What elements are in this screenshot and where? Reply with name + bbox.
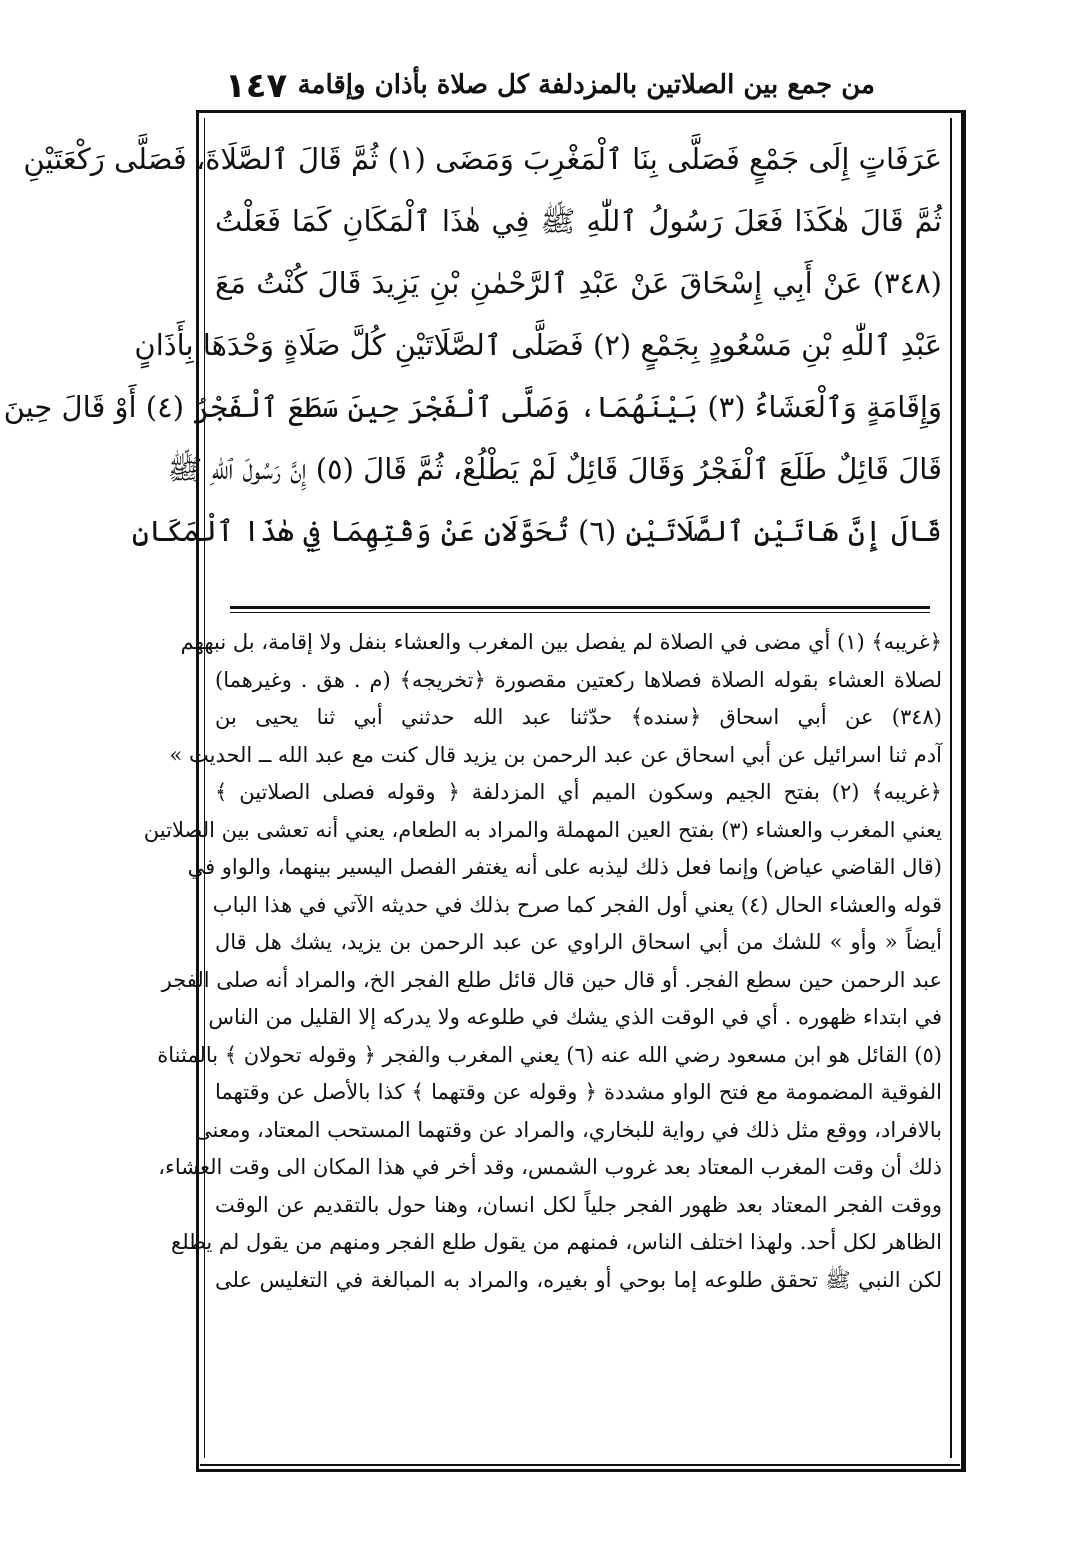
footnote-line: (٣٤٨) عن أبي اسحاق ﴿سنده﴾ حدّثنا عبد الله حدثني أبي ثنا يحيى بن: [215, 705, 942, 729]
footnote-line: أيضاً « وأو » للشك من أبي اسحاق الراوي عن عبد الرحمن بن يزيد، يشك هل قال: [215, 930, 942, 954]
footnote-line: ﴿غريبه﴾ (٢) بفتح الجيم وسكون الميم أي المزدلفة ﴿ وقوله فصلى الصلاتين ﴾: [215, 780, 942, 804]
footnotes: [143, 624, 942, 1299]
hadith-text: [3, 128, 942, 562]
footnote-line: لكن النبي ﷺ تحقق طلوعه إما بوحي أو بغيره، والمراد به المبالغة في التغليس على: [215, 1267, 942, 1292]
hadith-line: عَرَفَاتٍ إِلَى جَمْعٍ فَصَلَّى بِنَا ٱلْمَغْرِبَ وَمَضَى (١) ثُمَّ قَالَ ٱلصَّلَاةَ، فَصَلَّى رَكْعَتَيْنِ: [23, 142, 942, 176]
footnote-line: (٥) القائل هو ابن مسعود رضي الله عنه (٦) يعني المغرب والفجر ﴿ وقوله تحولان ﴾ بالمثناة: [157, 1042, 942, 1067]
footnote-line: ﴿غريبه﴾ (١) أي مضى في الصلاة لم يفصل بين المغرب والعشاء بنفل ولا إقامة، بل نبههم: [180, 630, 942, 654]
hadith-line: ثُمَّ قَالَ هٰكَذَا فَعَلَ رَسُولُ ٱللّٰهِ ﷺ فِي هٰذَا ٱلْمَكَانِ كَمَا فَعَلْتُ: [215, 204, 942, 238]
hadith-line: قَالَ قَائِلٌ طَلَعَ ٱلْفَجْرُ وَقَالَ قَائِلٌ لَمْ يَطْلُعْ، ثُمَّ قَالَ (٥) إِنَّ رَسُولَ ٱللّٰهِ ﷺ: [167, 452, 942, 486]
footnote-line: ووقت الفجر المعتاد بعد ظهور الفجر جلياً لكل انسان، وهنا حول بالتقديم عن الوقت: [215, 1192, 942, 1217]
page-number: ١٤٧: [225, 66, 288, 106]
footnote-line: ذلك أن وقت المغرب المعتاد بعد غروب الشمس، وقد أخر في هذا المكان الى وقت العشاء،: [158, 1155, 942, 1179]
hadith-line: وَإِقَامَةٍ وَٱلْعَشَاءُ (٣) بَيْنَهُمَا، وَصَلَّى ٱلْفَجْرَ حِينَ سَطَعَ ٱلْفَجْرُ (٤) أَوْ قَالَ حِينَ: [3, 390, 942, 424]
footnote-line: بالافراد، ووقع مثل ذلك في رواية للبخاري، والمراد عن وقتهما المستحب المعتاد، ومعنى: [195, 1117, 942, 1142]
footnote-line: الظاهر لكل أحد. ولهذا اختلف الناس، فمنهم من يقول طلع الفجر ومنهم من يقول لم يطلع: [171, 1230, 942, 1254]
running-title: من جمع بين الصلاتين بالمزدلفة كل صلاة بأذان وإقامة: [297, 70, 875, 100]
hadith-line: (٣٤٨) عَنْ أَبِي إِسْحَاقَ عَنْ عَبْدِ ٱلرَّحْمٰنِ بْنِ يَزِيدَ قَالَ كُنْتُ مَعَ: [215, 266, 942, 300]
footnote-line: عبد الرحمن حين سطع الفجر. أو قال حين قال قائل طلع الفجر الخ، والمراد أنه صلى الفجر: [161, 967, 942, 992]
footnote-line: في ابتداء ظهوره . أي في الوقت الذي يشك في طلوعه ولا يدركه إلا القليل من الناس: [208, 1005, 942, 1029]
hadith-line: عَبْدِ ٱللّٰهِ بْنِ مَسْعُودٍ بِجَمْعٍ (٢) فَصَلَّى ٱلصَّلَاتَيْنِ كُلَّ صَلَاةٍ وَحْدَهَا بِأَذَانٍ: [134, 328, 942, 362]
footnote-line: (قال القاضي عياض) وإنما فعل ذلك ليذبه على أنه يغتفر الفصل اليسير بينهما، والواو في: [187, 855, 942, 879]
hadith-line: قَالَ إِنَّ هَاتَيْنِ ٱلصَّلَاتَيْنِ (٦) تُحَوَّلَانِ عَنْ وَقْتِهِمَا فِي هٰذَا ٱلْمَكَانِ: [131, 514, 942, 548]
footnote-line: يعني المغرب والعشاء (٣) بفتح العين المهملة والمراد به الطعام، يعني أنه تعشى بين الصلاتين: [143, 817, 942, 842]
footnote-line: لصلاة العشاء بقوله الصلاة فصلاها ركعتين مقصورة ﴿تخريجه﴾ (م . هق . وغيرهما): [215, 667, 942, 692]
footnote-line: قوله والعشاء الحال (٤) يعني أول الفجر كما صرح بذلك في حديثه الآتي في هذا الباب: [212, 892, 942, 917]
footnote-line: آدم ثنا اسرائيل عن أبي اسحاق عن عبد الرحمن بن يزيد قال كنت مع عبد الله ــ الحديث »: [169, 742, 942, 767]
frame-bottom-rule: [200, 1464, 960, 1466]
footnote-divider-thin: [230, 612, 930, 613]
footnote-line: الفوقية المضمومة مع فتح الواو مشددة ﴿ وقوله عن وقتهما ﴾ كذا بالأصل عن وقتهما: [215, 1080, 942, 1104]
footnote-divider: [230, 606, 930, 609]
page-header: [205, 62, 875, 112]
